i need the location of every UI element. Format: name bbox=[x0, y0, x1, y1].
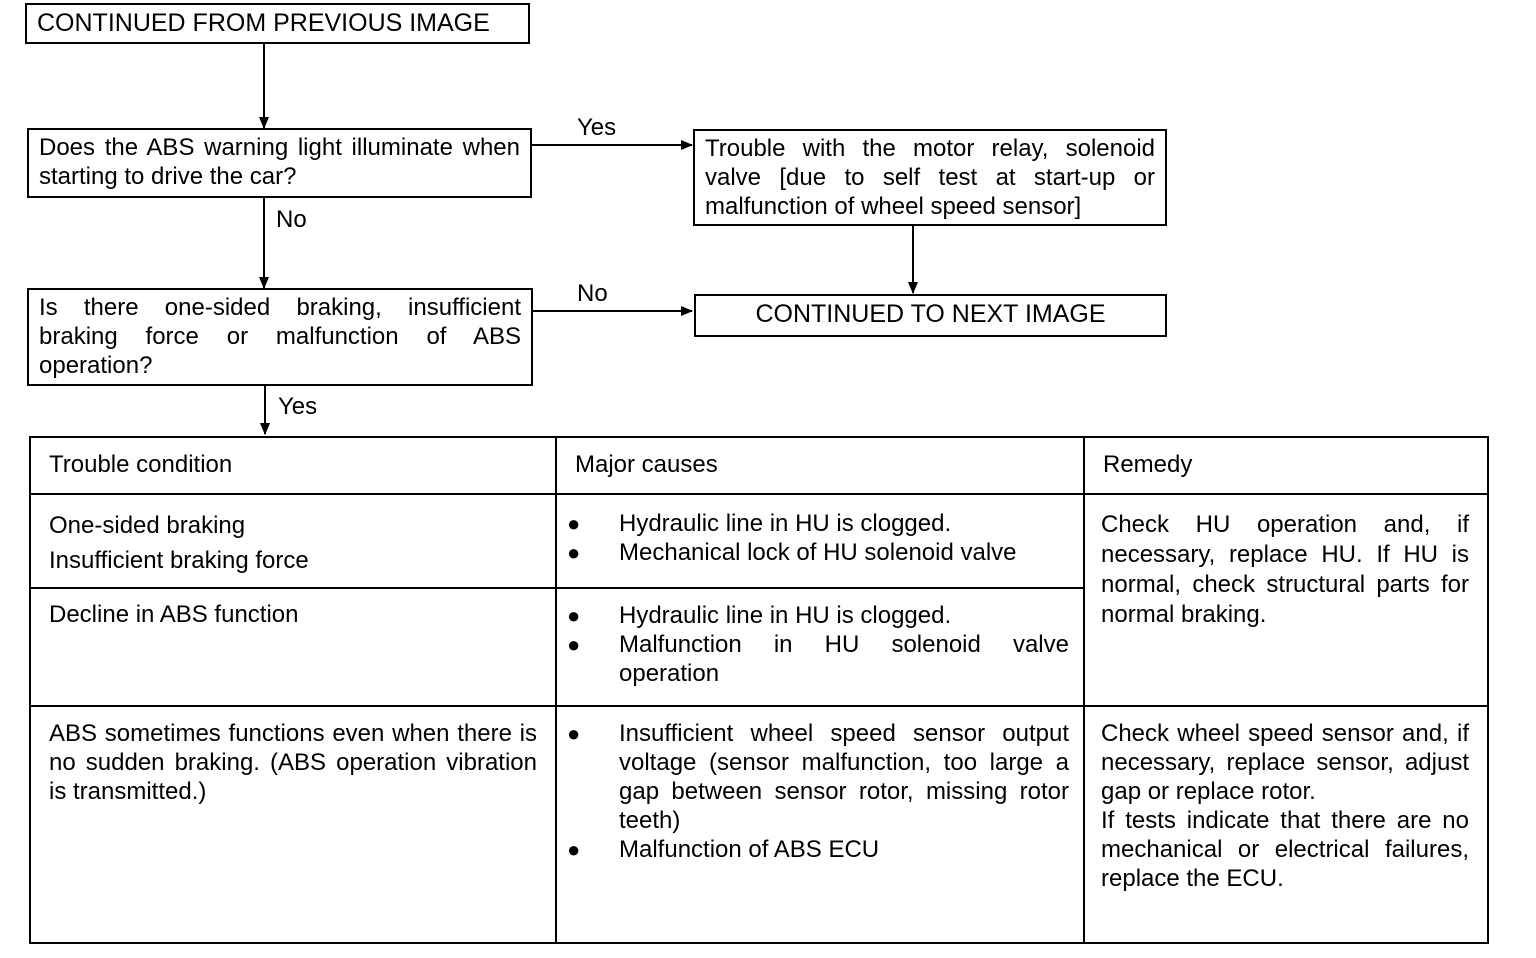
trouble-table bbox=[29, 436, 1489, 944]
next-box bbox=[694, 294, 1167, 337]
table-row bbox=[30, 706, 1488, 943]
header-remedy: Remedy bbox=[1084, 437, 1488, 494]
q1-yes-label: Yes bbox=[577, 114, 617, 141]
start-box-text: CONTINUED FROM PREVIOUS IMAGE bbox=[37, 9, 490, 37]
causes-cell bbox=[556, 706, 1084, 943]
cause-item: ● Hydraulic line in HU is clogged. bbox=[567, 510, 952, 537]
condition-line: ABS sometimes functions even when there is no sudden braking. (ABS operation vibration is transmitted.) bbox=[49, 720, 537, 805]
bullet-icon: ● bbox=[567, 540, 581, 565]
cause-item: ● Mechanical lock of HU solenoid valve bbox=[567, 539, 1017, 566]
cause-item: ● Insufficient wheel speed sensor output voltage (sensor malfunction, too large a gap between sensor rotor, missing rotor teeth) bbox=[567, 720, 1069, 834]
condition-line: One-sided braking bbox=[49, 512, 246, 539]
header-trouble-condition: Trouble condition bbox=[30, 437, 556, 494]
q2-yes-label: Yes bbox=[278, 393, 318, 420]
bullet-icon: ● bbox=[567, 837, 581, 862]
bullet-icon: ● bbox=[567, 632, 581, 657]
bullet-icon: ● bbox=[567, 603, 581, 628]
cause-item: ● Malfunction of ABS ECU bbox=[567, 836, 880, 863]
cause-item: ● Malfunction in HU solenoid valve operation bbox=[567, 631, 1069, 687]
question-1-text: Does the ABS warning light illuminate when starting to drive the car? bbox=[39, 134, 520, 190]
q1-no-label: No bbox=[276, 206, 307, 233]
question-1-box bbox=[27, 128, 532, 198]
remedy-cell bbox=[1084, 494, 1488, 706]
condition-line: Decline in ABS function bbox=[49, 601, 299, 628]
bullet-icon: ● bbox=[567, 721, 581, 746]
condition-line: Insufficient braking force bbox=[49, 547, 309, 574]
q2-no-label: No bbox=[577, 280, 608, 307]
remedy-line: If tests indicate that there are no mechanical or electrical failures, replace the ECU. bbox=[1101, 807, 1469, 892]
table-header-row bbox=[30, 437, 1488, 494]
remedy-cell bbox=[1084, 706, 1488, 943]
table-row bbox=[30, 494, 1488, 588]
next-box-text: CONTINUED TO NEXT IMAGE bbox=[755, 300, 1106, 328]
causes-cell bbox=[556, 494, 1084, 588]
remedy-line: Check wheel speed sensor and, if necessary, replace sensor, adjust gap or replace rotor. bbox=[1101, 720, 1469, 805]
question-2-box bbox=[27, 288, 533, 386]
bullet-icon: ● bbox=[567, 511, 581, 536]
cause-item: ● Hydraulic line in HU is clogged. bbox=[567, 602, 952, 629]
condition-cell bbox=[30, 706, 556, 943]
q1-yes-result-text: Trouble with the motor relay, solenoid valve [due to self test at start-up or malfunction of wheel speed sensor] bbox=[705, 135, 1155, 220]
question-2-text: Is there one-sided braking, insufficient braking force or malfunction of ABS operation? bbox=[39, 294, 521, 379]
start-box bbox=[25, 3, 530, 44]
condition-cell bbox=[30, 588, 556, 706]
remedy-text: Check HU operation and, if necessary, replace HU. If HU is normal, check structural parts for normal braking. bbox=[1101, 511, 1469, 628]
causes-cell bbox=[556, 588, 1084, 706]
header-major-causes: Major causes bbox=[556, 437, 1084, 494]
q1-yes-result-box bbox=[693, 129, 1167, 226]
condition-cell bbox=[30, 494, 556, 588]
